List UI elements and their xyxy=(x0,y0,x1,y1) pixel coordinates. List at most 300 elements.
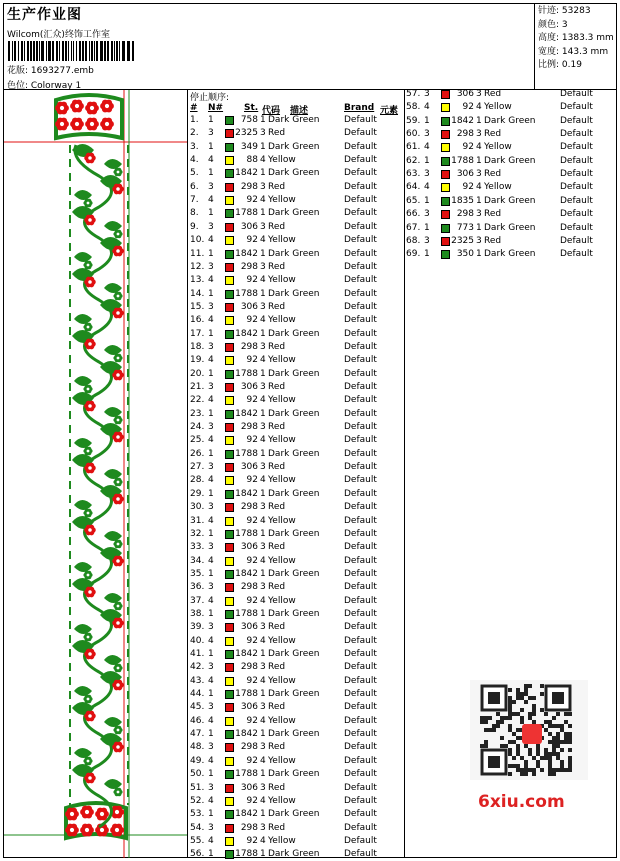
stats-panel xyxy=(534,3,617,89)
cell-st: 92 xyxy=(246,515,258,526)
cell-needle: 3 xyxy=(208,742,214,753)
cell-needle: 3 xyxy=(208,462,214,473)
cell-brand: Default xyxy=(344,689,377,700)
cell-needle: 1 xyxy=(208,168,214,179)
cell-code: 1 xyxy=(260,168,266,179)
cell-desc: Yellow xyxy=(268,475,296,486)
color-swatch xyxy=(225,837,234,846)
color-swatch xyxy=(225,463,234,472)
col-header-element: 元素 xyxy=(380,106,399,116)
cell-code: 4 xyxy=(260,515,266,526)
cell-desc: Red xyxy=(268,542,286,553)
cell-n: 48. xyxy=(190,742,205,753)
table-row xyxy=(190,755,402,768)
cell-code: 3 xyxy=(260,702,266,713)
cell-st: 88 xyxy=(246,155,258,166)
table-row xyxy=(190,568,402,581)
col-header-stitch: St. xyxy=(244,103,259,113)
cell-needle: 4 xyxy=(424,102,430,113)
cell-st: 92 xyxy=(246,555,258,566)
cell-brand: Default xyxy=(344,422,377,433)
cell-n: 42. xyxy=(190,662,205,673)
cell-code: 4 xyxy=(260,755,266,766)
table-row xyxy=(190,648,402,661)
table-row xyxy=(190,114,402,127)
table-row xyxy=(406,101,618,114)
divider xyxy=(404,89,405,858)
cell-brand: Default xyxy=(344,221,377,232)
cell-code: 4 xyxy=(476,142,482,153)
cell-code: 3 xyxy=(260,462,266,473)
color-swatch xyxy=(225,183,234,192)
cell-brand: Default xyxy=(344,235,377,246)
color-swatch xyxy=(225,717,234,726)
cell-desc: Dark Green xyxy=(484,249,536,260)
table-row xyxy=(190,141,402,154)
cell-desc: Red xyxy=(484,169,502,180)
cell-brand: Default xyxy=(344,155,377,166)
cell-desc: Red xyxy=(268,221,286,232)
cell-needle: 4 xyxy=(208,835,214,846)
divider xyxy=(187,89,188,858)
cell-st: 92 xyxy=(246,715,258,726)
cell-st: 773 xyxy=(456,222,474,233)
cell-n: 11. xyxy=(190,248,205,259)
cell-desc: Red xyxy=(268,462,286,473)
cell-brand: Default xyxy=(344,715,377,726)
cell-needle: 3 xyxy=(208,221,214,232)
cell-needle: 1 xyxy=(208,689,214,700)
cell-needle: 3 xyxy=(208,382,214,392)
table-row xyxy=(190,221,402,234)
cell-st: 1842 xyxy=(235,488,258,499)
cell-desc: Yellow xyxy=(484,182,512,193)
cell-needle: 1 xyxy=(208,729,214,740)
color-swatch xyxy=(225,583,234,592)
cell-st: 298 xyxy=(240,742,258,753)
table-row xyxy=(406,88,618,101)
cell-st: 306 xyxy=(240,221,258,232)
table-row xyxy=(190,341,402,354)
cell-n: 45. xyxy=(190,702,205,713)
cell-brand: Default xyxy=(344,275,377,286)
color-swatch xyxy=(225,209,234,218)
cell-code: 4 xyxy=(260,275,266,286)
cell-code: 4 xyxy=(260,475,266,486)
cell-st: 92 xyxy=(246,435,258,446)
cell-st: 92 xyxy=(246,275,258,286)
cell-brand: Default xyxy=(560,115,593,126)
cell-st: 1788 xyxy=(235,208,258,219)
cell-desc: Yellow xyxy=(268,635,296,646)
cell-st: 298 xyxy=(240,422,258,433)
cell-brand: Default xyxy=(344,395,377,406)
cell-brand: Default xyxy=(560,89,593,99)
cell-needle: 3 xyxy=(208,662,214,673)
cell-code: 3 xyxy=(476,235,482,246)
color-swatch xyxy=(225,824,234,833)
page-title: 生产作业图 xyxy=(7,7,82,23)
table-row xyxy=(190,354,402,367)
cell-needle: 1 xyxy=(208,568,214,579)
cell-n: 61. xyxy=(406,142,421,153)
cell-needle: 3 xyxy=(424,89,430,99)
cell-n: 67. xyxy=(406,222,421,233)
cell-n: 13. xyxy=(190,275,205,286)
cell-st: 1788 xyxy=(235,689,258,700)
color-swatch xyxy=(225,557,234,566)
cell-desc: Red xyxy=(268,382,286,392)
cell-needle: 3 xyxy=(208,301,214,312)
table-row xyxy=(190,207,402,220)
cell-n: 7. xyxy=(190,195,199,206)
cell-n: 28. xyxy=(190,475,205,486)
cell-code: 3 xyxy=(260,128,266,139)
color-swatch xyxy=(225,250,234,259)
table-row xyxy=(190,528,402,541)
cell-n: 66. xyxy=(406,209,421,220)
cell-needle: 4 xyxy=(208,155,214,166)
cell-needle: 4 xyxy=(208,795,214,806)
cell-desc: Dark Green xyxy=(484,222,536,233)
cell-code: 3 xyxy=(260,542,266,553)
cell-n: 31. xyxy=(190,515,205,526)
cell-brand: Default xyxy=(344,555,377,566)
cell-brand: Default xyxy=(560,142,593,153)
cell-code: 1 xyxy=(476,249,482,260)
cell-brand: Default xyxy=(560,222,593,233)
color-swatch xyxy=(225,156,234,165)
cell-st: 1842 xyxy=(235,649,258,659)
cell-desc: Yellow xyxy=(268,355,296,366)
cell-desc: Yellow xyxy=(268,275,296,286)
cell-st: 92 xyxy=(246,195,258,206)
cell-brand: Default xyxy=(344,355,377,366)
stat-colors: 颜色: 3 xyxy=(538,19,568,30)
color-swatch xyxy=(441,103,450,112)
cell-code: 1 xyxy=(260,488,266,499)
cell-needle: 1 xyxy=(208,649,214,659)
color-swatch xyxy=(225,236,234,245)
cell-n: 62. xyxy=(406,155,421,166)
cell-needle: 1 xyxy=(208,608,214,619)
cell-desc: Dark Green xyxy=(268,488,320,499)
cell-n: 49. xyxy=(190,755,205,766)
cell-brand: Default xyxy=(344,168,377,179)
cell-code: 3 xyxy=(476,89,482,99)
cell-st: 92 xyxy=(246,355,258,366)
table-row xyxy=(190,675,402,688)
table-row xyxy=(406,168,618,181)
cell-n: 54. xyxy=(190,822,205,833)
color-swatch xyxy=(225,663,234,672)
cell-n: 6. xyxy=(190,181,199,192)
cell-brand: Default xyxy=(344,248,377,259)
cell-desc: Red xyxy=(484,89,502,99)
cell-n: 57. xyxy=(406,89,421,99)
cell-desc: Dark Green xyxy=(268,448,320,459)
cell-needle: 1 xyxy=(208,809,214,820)
cell-brand: Default xyxy=(344,835,377,846)
color-swatch xyxy=(225,597,234,606)
cell-st: 298 xyxy=(240,822,258,833)
cell-desc: Yellow xyxy=(268,435,296,446)
cell-n: 1. xyxy=(190,115,199,125)
cell-desc: Yellow xyxy=(268,395,296,406)
cell-needle: 1 xyxy=(208,488,214,499)
cell-desc: Dark Green xyxy=(268,729,320,740)
watermark-logo: 6xiu.com xyxy=(478,792,565,812)
cell-desc: Yellow xyxy=(268,235,296,246)
cell-st: 1842 xyxy=(235,328,258,339)
table-row xyxy=(190,421,402,434)
cell-brand: Default xyxy=(344,382,377,392)
cell-desc: Red xyxy=(268,742,286,753)
table-row xyxy=(406,141,618,154)
cell-code: 3 xyxy=(260,622,266,633)
cell-code: 1 xyxy=(260,809,266,820)
cell-needle: 3 xyxy=(208,702,214,713)
cell-brand: Default xyxy=(344,208,377,219)
cell-code: 1 xyxy=(476,195,482,206)
cell-brand: Default xyxy=(344,515,377,526)
cell-desc: Red xyxy=(268,822,286,833)
stat-height: 高度: 1383.3 mm xyxy=(538,33,614,43)
cell-brand: Default xyxy=(344,141,377,152)
col-header-needle: N# xyxy=(208,103,224,113)
table-row xyxy=(190,581,402,594)
color-swatch xyxy=(225,263,234,272)
color-swatch xyxy=(225,396,234,405)
stat-stitches: 针迹: 53283 xyxy=(538,6,591,16)
color-swatch xyxy=(225,650,234,659)
cell-needle: 1 xyxy=(208,408,214,419)
cell-code: 3 xyxy=(260,782,266,793)
cell-n: 18. xyxy=(190,341,205,352)
color-swatch xyxy=(225,530,234,539)
color-swatch xyxy=(225,623,234,632)
cell-code: 4 xyxy=(260,395,266,406)
embroidery-preview xyxy=(4,90,187,858)
cell-code: 1 xyxy=(260,288,266,299)
table-row xyxy=(190,835,402,848)
cell-st: 306 xyxy=(240,382,258,392)
cell-code: 4 xyxy=(260,635,266,646)
cell-st: 92 xyxy=(246,795,258,806)
cell-desc: Yellow xyxy=(268,315,296,326)
cell-desc: Dark Green xyxy=(268,769,320,780)
cell-needle: 3 xyxy=(208,261,214,272)
cell-desc: Red xyxy=(268,261,286,272)
color-swatch xyxy=(441,237,450,246)
cell-brand: Default xyxy=(344,822,377,833)
cell-brand: Default xyxy=(344,502,377,513)
cell-needle: 1 xyxy=(424,155,430,166)
colorway: 色位: Colorway 1 xyxy=(7,81,82,91)
cell-st: 92 xyxy=(246,235,258,246)
cell-brand: Default xyxy=(344,769,377,780)
cell-st: 2325 xyxy=(235,128,258,139)
table-row xyxy=(190,248,402,261)
cell-desc: Yellow xyxy=(268,795,296,806)
cell-n: 29. xyxy=(190,488,205,499)
color-swatch xyxy=(225,423,234,432)
cell-n: 25. xyxy=(190,435,205,446)
cell-st: 92 xyxy=(462,142,474,153)
table-row xyxy=(190,768,402,781)
cell-desc: Red xyxy=(268,128,286,139)
cell-code: 3 xyxy=(260,742,266,753)
cell-n: 68. xyxy=(406,235,421,246)
cell-needle: 4 xyxy=(208,555,214,566)
cell-desc: Red xyxy=(268,782,286,793)
table-row xyxy=(190,474,402,487)
color-swatch xyxy=(225,703,234,712)
cell-code: 3 xyxy=(260,582,266,593)
cell-brand: Default xyxy=(344,408,377,419)
table-row xyxy=(190,688,402,701)
cell-brand: Default xyxy=(344,702,377,713)
color-swatch xyxy=(225,303,234,312)
cell-code: 3 xyxy=(260,422,266,433)
cell-brand: Default xyxy=(560,129,593,140)
cell-code: 3 xyxy=(260,301,266,312)
cell-needle: 4 xyxy=(208,595,214,606)
cell-brand: Default xyxy=(560,102,593,113)
cell-desc: Yellow xyxy=(268,155,296,166)
table-row xyxy=(190,408,402,421)
cell-desc: Dark Green xyxy=(268,288,320,299)
cell-code: 1 xyxy=(260,448,266,459)
table-row xyxy=(190,595,402,608)
color-swatch xyxy=(225,276,234,285)
header xyxy=(4,4,534,89)
cell-code: 4 xyxy=(260,355,266,366)
cell-needle: 1 xyxy=(208,248,214,259)
cell-st: 758 xyxy=(240,115,258,125)
cell-n: 55. xyxy=(190,835,205,846)
cell-brand: Default xyxy=(344,568,377,579)
cell-needle: 1 xyxy=(424,249,430,260)
table-row xyxy=(406,181,618,194)
barcode-icon xyxy=(8,41,134,61)
color-swatch xyxy=(225,850,234,859)
cell-st: 92 xyxy=(246,595,258,606)
cell-desc: Yellow xyxy=(268,675,296,686)
cell-desc: Yellow xyxy=(268,555,296,566)
table-row xyxy=(190,381,402,394)
cell-needle: 4 xyxy=(208,715,214,726)
color-swatch xyxy=(441,117,450,126)
table-row xyxy=(190,741,402,754)
cell-n: 2. xyxy=(190,128,199,139)
cell-st: 306 xyxy=(240,462,258,473)
table-row xyxy=(190,328,402,341)
cell-code: 4 xyxy=(260,195,266,206)
cell-needle: 1 xyxy=(208,368,214,379)
table-row xyxy=(190,127,402,140)
cell-needle: 4 xyxy=(208,235,214,246)
cell-brand: Default xyxy=(560,195,593,206)
table-row xyxy=(190,621,402,634)
cell-n: 21. xyxy=(190,382,205,392)
cell-code: 1 xyxy=(260,141,266,152)
cell-desc: Dark Green xyxy=(268,115,320,125)
cell-brand: Default xyxy=(344,195,377,206)
cell-brand: Default xyxy=(344,128,377,139)
stat-scale: 比例: 0.19 xyxy=(538,60,582,70)
cell-brand: Default xyxy=(344,809,377,820)
cell-code: 4 xyxy=(260,715,266,726)
table-row xyxy=(190,515,402,528)
cell-n: 22. xyxy=(190,395,205,406)
cell-desc: Dark Green xyxy=(268,649,320,659)
cell-n: 39. xyxy=(190,622,205,633)
cell-brand: Default xyxy=(344,649,377,659)
cell-st: 92 xyxy=(246,635,258,646)
cell-needle: 3 xyxy=(424,169,430,180)
cell-needle: 3 xyxy=(208,542,214,553)
cell-n: 26. xyxy=(190,448,205,459)
color-swatch xyxy=(225,517,234,526)
cell-needle: 4 xyxy=(208,635,214,646)
cell-desc: Red xyxy=(268,702,286,713)
cell-code: 1 xyxy=(260,115,266,125)
table-row xyxy=(190,555,402,568)
cell-code: 1 xyxy=(476,222,482,233)
table-row xyxy=(190,368,402,381)
cell-st: 306 xyxy=(240,542,258,553)
cell-st: 306 xyxy=(240,702,258,713)
cell-brand: Default xyxy=(344,261,377,272)
cell-desc: Dark Green xyxy=(484,155,536,166)
color-swatch xyxy=(225,490,234,499)
table-row xyxy=(190,541,402,554)
cell-brand: Default xyxy=(344,582,377,593)
table-row xyxy=(190,314,402,327)
cell-code: 4 xyxy=(260,835,266,846)
cell-n: 50. xyxy=(190,769,205,780)
table-row xyxy=(190,167,402,180)
cell-desc: Red xyxy=(268,502,286,513)
cell-brand: Default xyxy=(344,115,377,125)
col-header-num: # xyxy=(190,103,198,113)
cell-desc: Red xyxy=(268,181,286,192)
cell-desc: Red xyxy=(268,301,286,312)
cell-brand: Default xyxy=(344,368,377,379)
cell-n: 40. xyxy=(190,635,205,646)
cell-st: 298 xyxy=(240,662,258,673)
cell-needle: 3 xyxy=(208,622,214,633)
table-row xyxy=(406,155,618,168)
cell-desc: Yellow xyxy=(268,515,296,526)
cell-code: 4 xyxy=(260,795,266,806)
cell-st: 92 xyxy=(462,182,474,193)
color-swatch xyxy=(441,157,450,166)
cell-brand: Default xyxy=(344,301,377,312)
table-row xyxy=(406,208,618,221)
cell-needle: 3 xyxy=(424,209,430,220)
table-row xyxy=(406,222,618,235)
color-swatch xyxy=(225,757,234,766)
cell-st: 1842 xyxy=(235,568,258,579)
cell-brand: Default xyxy=(344,341,377,352)
cell-n: 43. xyxy=(190,675,205,686)
color-swatch xyxy=(225,730,234,739)
cell-needle: 3 xyxy=(208,582,214,593)
table-row xyxy=(406,235,618,248)
cell-code: 1 xyxy=(260,608,266,619)
